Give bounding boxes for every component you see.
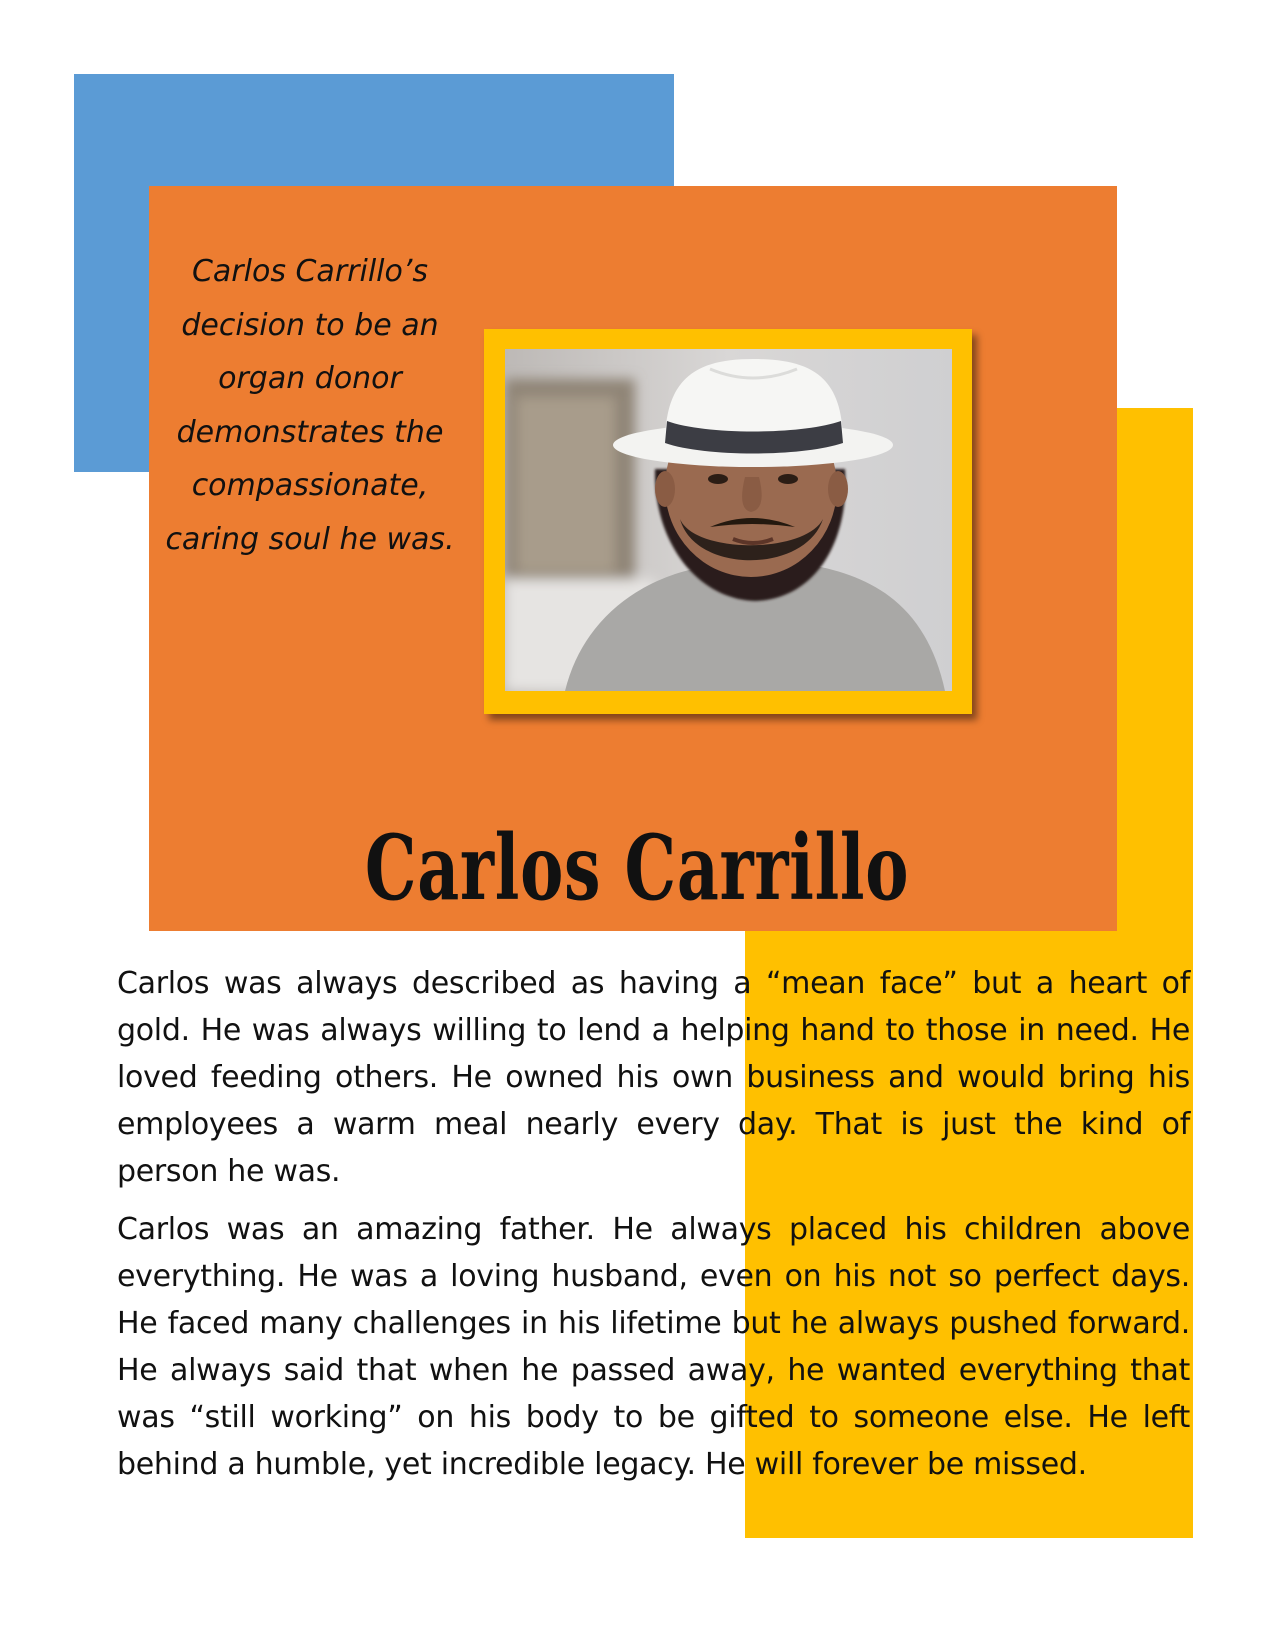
biography-paragraph-2: Carlos was an amazing father. He always placed his children above everything. He was a loving husband, even on his not so perfect days. He faced many challenges in his lifetime but he always pushed forward. He always said that when he passed away, he wanted everything that was “still working” on his body to be gifted to someone else. He left behind a humble, yet incredible legacy. He will forever be missed. xyxy=(117,1212,1190,1482)
portrait-frame xyxy=(484,329,972,714)
biography-text xyxy=(117,960,1190,1499)
tagline-quote: Carlos Carrillo’s decision to be an organ donor demonstrates the compassionate, caring soul he was. xyxy=(165,254,455,557)
person-name-heading: Carlos Carrillo xyxy=(364,815,910,921)
biography-paragraph-1: Carlos was always described as having a “mean face” but a heart of gold. He was always willing to lend a helping hand to those in need. He loved feeding others. He owned his own business and would bring his employees a warm meal nearly every day. That is just the kind of person he was. xyxy=(117,966,1190,1189)
portrait-photo xyxy=(505,349,952,691)
